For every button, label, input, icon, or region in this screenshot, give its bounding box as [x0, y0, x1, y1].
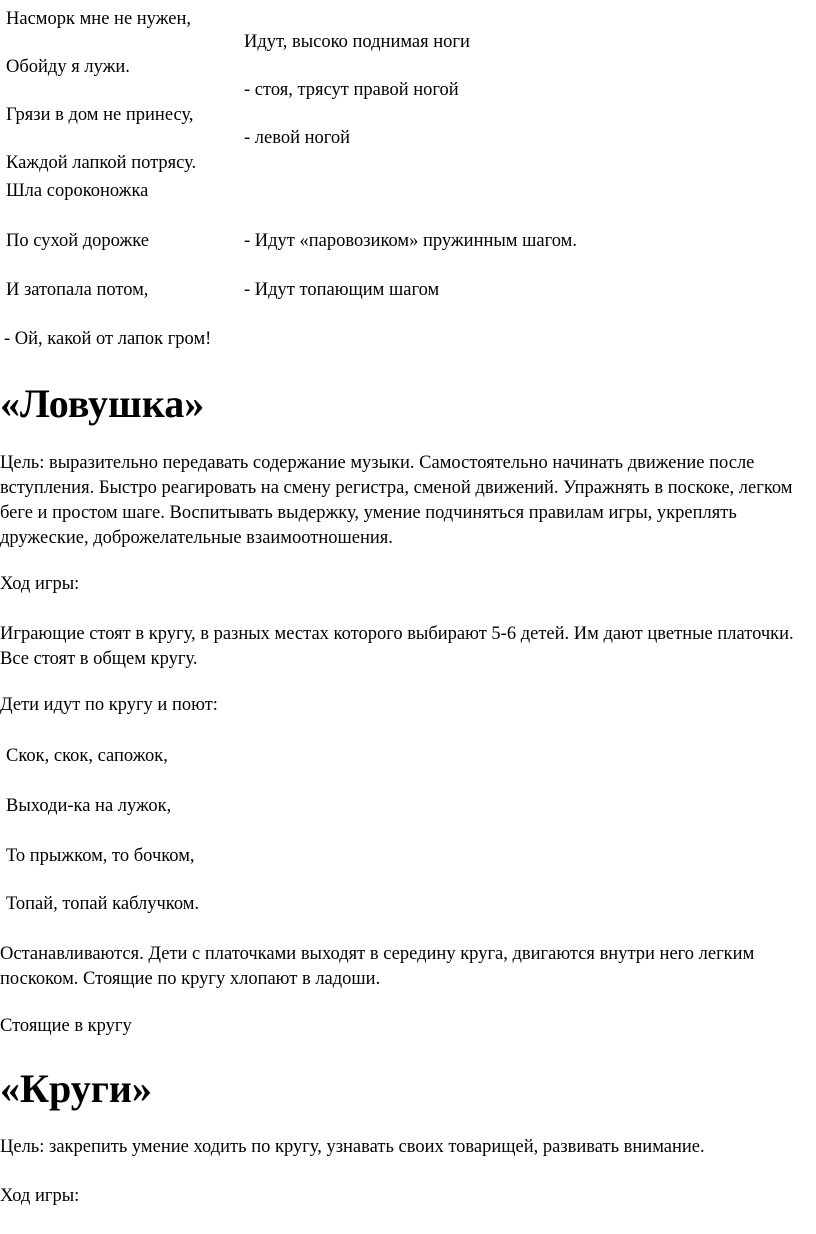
verse-line: Шла сороконожка [6, 181, 149, 201]
verse-line: - Ой, какой от лапок гром! [4, 329, 212, 349]
paragraph: Стоящие в кругу [0, 1016, 132, 1036]
song-line: Скок, скок, сапожок, [6, 746, 168, 766]
movement-line: - Идут топающим шагом [244, 280, 440, 300]
verse-line: И затопала потом, [6, 280, 149, 300]
song-line: То прыжком, то бочком, [6, 846, 195, 866]
section-title: «Круги» [0, 1066, 152, 1111]
verse-line: Насморк мне не нужен, [6, 9, 191, 29]
verse-line: По сухой дорожке [6, 231, 149, 251]
paragraph: Играющие стоят в кругу, в разных местах которого выбирают 5-6 детей. Им дают цветные платочки. Все стоят в общем кругу. [0, 624, 794, 669]
movement-line: - левой ногой [244, 128, 351, 148]
verse-line: Грязи в дом не принесу, [6, 105, 194, 125]
verse-line: Каждой лапкой потрясу. [6, 153, 197, 173]
course-label: Ход игры: [0, 1186, 80, 1206]
song-line: Выходи-ка на лужок, [6, 796, 172, 816]
goal-paragraph: Цель: выразительно передавать содержание музыки. Самостоятельно начинать движение после вступления. Быстро реагировать на смену регистра, сменой движений. Упражнять в поскоке, легком беге и простом шаге. Воспитывать выдержку, умение подчиняться правилам игры, укреплять дружеские, доброжелательные взаимоотношения. [0, 453, 793, 548]
section-title: «Ловушка» [0, 381, 205, 426]
goal-paragraph: Цель: закрепить умение ходить по кругу, узнавать своих товарищей, развивать внимание. [0, 1137, 705, 1157]
movement-line: - Идут «паровозиком» пружинным шагом. [244, 231, 577, 251]
paragraph: Останавливаются. Дети с платочками выходят в середину круга, двигаются внутри него легким поскоком. Стоящие по кругу хлопают в ладоши. [0, 944, 755, 989]
verse-line: Обойду я лужи. [6, 57, 130, 77]
movement-line: - стоя, трясут правой ногой [244, 80, 459, 100]
song-line: Топай, топай каблучком. [6, 894, 200, 914]
movement-line: Идут, высоко поднимая ноги [244, 32, 470, 52]
course-label: Ход игры: [0, 574, 80, 594]
paragraph: Дети идут по кругу и поют: [0, 695, 218, 715]
